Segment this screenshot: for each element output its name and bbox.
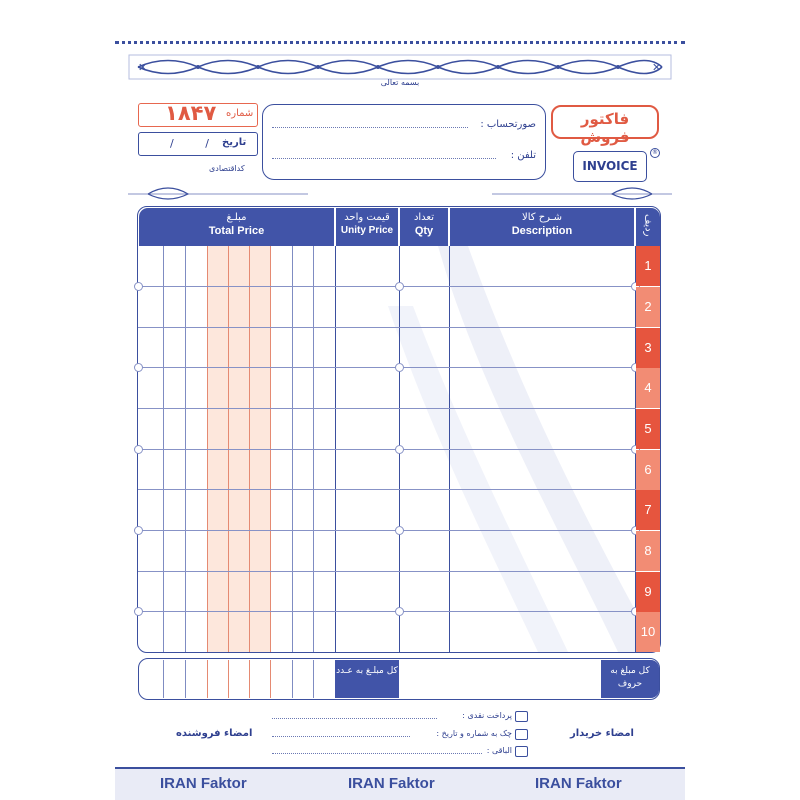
row-number: 1 <box>636 246 660 286</box>
row-divider <box>138 367 636 368</box>
row-divider <box>138 449 636 450</box>
row-knob <box>134 363 143 372</box>
footer-brand: IRAN Faktor <box>160 775 247 792</box>
header-ornament <box>128 54 672 80</box>
invoice-title: فاکتور فروش <box>580 110 630 146</box>
column-divider <box>207 660 208 698</box>
row-divider <box>138 489 636 490</box>
row-fa: ردیف <box>642 214 654 237</box>
row-divider <box>138 611 636 612</box>
column-header-qty <box>400 208 448 246</box>
total-price-fa: مبلـغ <box>226 212 247 223</box>
date-label: تاریخ <box>222 137 247 148</box>
row-number: 4 <box>636 368 660 408</box>
date-slashes: / / <box>170 137 223 150</box>
row-knob <box>134 526 143 535</box>
row-number: 7 <box>636 490 660 530</box>
total-in-numbers-label: کل مبلـغ به عـدد <box>335 660 399 698</box>
cheque-payment-label: چک به شماره و تاریخ : <box>436 729 512 738</box>
row-knob <box>134 282 143 291</box>
column-header-total-price <box>139 208 334 246</box>
row-knob <box>134 607 143 616</box>
customer-info-panel <box>262 104 546 180</box>
column-divider <box>228 660 229 698</box>
row-divider <box>138 571 636 572</box>
svg-text:✕: ✕ <box>652 61 662 74</box>
besmeh-text: بسمه تعالی <box>380 78 420 87</box>
row-divider <box>138 286 636 287</box>
total-price-en: Total Price <box>208 225 265 237</box>
registered-icon: ® <box>652 149 658 156</box>
row-number: 5 <box>636 409 660 449</box>
row-knob <box>395 526 404 535</box>
row-knob <box>395 282 404 291</box>
remaining-checkbox[interactable] <box>515 746 528 757</box>
phone-label: تلفن : <box>510 150 536 161</box>
unit-price-en: Unity Price <box>340 225 394 236</box>
column-header-description <box>450 208 634 246</box>
column-header-unit-price <box>336 208 398 246</box>
row-knob <box>134 445 143 454</box>
economic-code-label: کداقتصادی <box>209 164 245 173</box>
cash-payment-label: پرداخت نقدی : <box>462 711 512 720</box>
qty-fa: تعداد <box>413 212 435 223</box>
row-number: 8 <box>636 531 660 571</box>
total-summary-band <box>138 658 660 700</box>
qty-en: Qty <box>414 225 434 237</box>
remaining-label: الباقی : <box>486 746 512 755</box>
column-divider <box>163 660 164 698</box>
column-header-row <box>636 208 660 246</box>
column-divider <box>270 660 271 698</box>
row-knob <box>395 445 404 454</box>
description-en: Description <box>511 225 573 237</box>
unit-price-fa: قیمت واحد <box>344 212 390 223</box>
row-knob <box>395 363 404 372</box>
row-number: 2 <box>636 287 660 327</box>
row-number: 9 <box>636 572 660 612</box>
column-divider <box>292 660 293 698</box>
footer-brand: IRAN Faktor <box>535 775 622 792</box>
row-number: 10 <box>636 612 660 652</box>
phone-field[interactable] <box>272 158 496 159</box>
row-divider <box>138 530 636 531</box>
cash-payment-line[interactable] <box>272 718 437 719</box>
invoice-number: ۱۸۴۷ <box>165 101 217 125</box>
description-fa: شـرح کالا <box>522 212 562 223</box>
account-field[interactable] <box>272 127 468 128</box>
cash-payment-checkbox[interactable] <box>515 711 528 722</box>
svg-text:✕: ✕ <box>138 61 148 74</box>
row-number: 6 <box>636 450 660 490</box>
row-divider <box>138 327 636 328</box>
middle-ornament <box>128 180 672 204</box>
row-knob <box>395 607 404 616</box>
column-divider <box>185 660 186 698</box>
column-divider <box>313 660 314 698</box>
seller-signature-label: امضاء فروشنده <box>176 728 253 739</box>
remaining-line[interactable] <box>272 753 482 754</box>
account-label: صورتحساب : <box>480 119 536 130</box>
footer-rule <box>115 767 685 769</box>
invoice-label: INVOICE <box>582 159 638 173</box>
row-divider <box>138 408 636 409</box>
cheque-payment-line[interactable] <box>272 736 410 737</box>
top-dotted-rule <box>115 41 685 47</box>
row-number: 3 <box>636 328 660 368</box>
total-in-words-label: کل مبلغ به حروف <box>601 660 659 698</box>
footer-brand: IRAN Faktor <box>348 775 435 792</box>
column-divider <box>249 660 250 698</box>
buyer-signature-label: امضاء خریدار <box>570 728 634 739</box>
cheque-payment-checkbox[interactable] <box>515 729 528 740</box>
number-label: شماره <box>226 108 254 119</box>
